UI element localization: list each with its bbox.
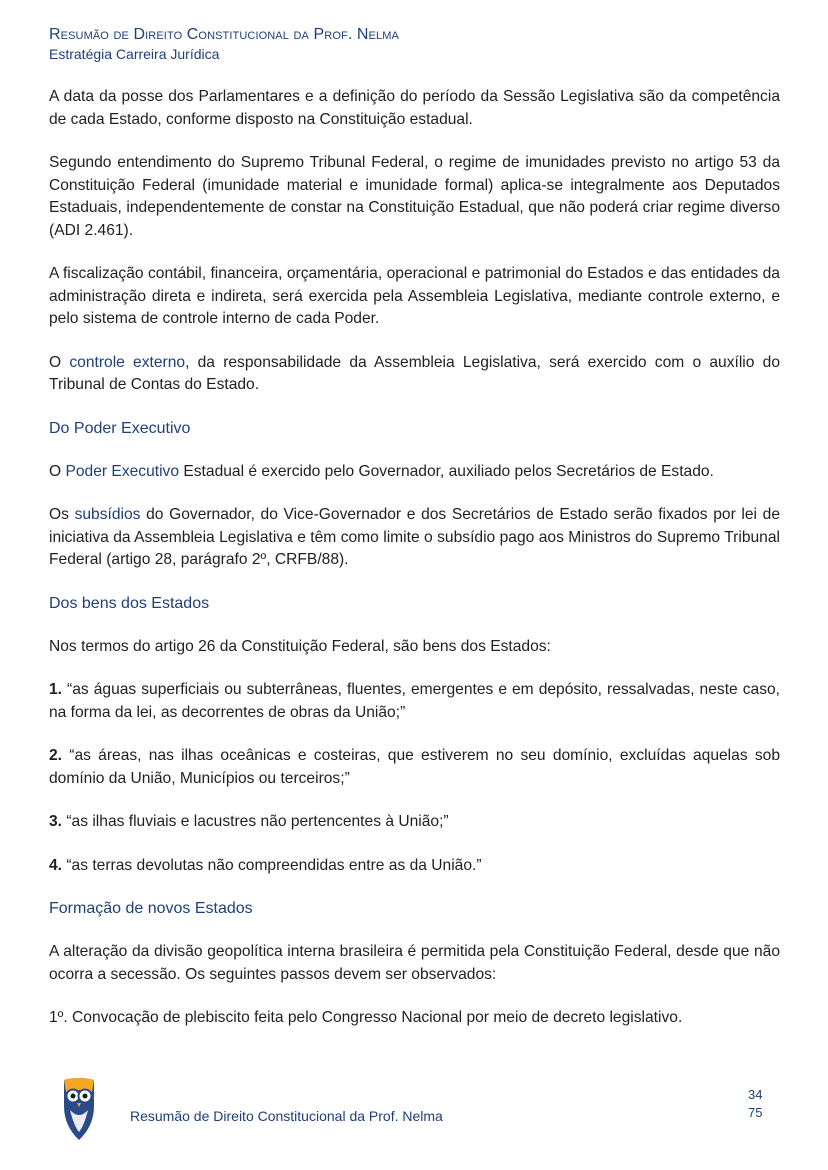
document-body <box>49 86 780 1051</box>
header-subtitle: Estratégia Carreira Jurídica <box>49 46 220 62</box>
text-run: Os <box>49 506 75 523</box>
text-run: , da responsabilidade da Assembleia Legislativa, será exercido com o auxílio do Tribunal de Contas do Estado. <box>49 353 781 393</box>
section-heading: Formação de novos Estados <box>49 900 253 917</box>
list-item <box>49 811 780 834</box>
item-text: “as águas superficiais ou subterrâneas, fluentes, emergentes e em depósito, ressalvadas, neste caso, na forma da lei, as decorrentes de obras da União;” <box>49 681 780 721</box>
page-footer <box>0 1070 828 1150</box>
item-text: “as áreas, nas ilhas oceânicas e costeiras, que estiverem no seu domínio, excluídas aquelas sob domínio da União, Municípios ou terceiros;” <box>49 747 780 787</box>
owl-logo-icon <box>62 1076 96 1142</box>
paragraph: Nos termos do artigo 26 da Constituição Federal, são bens dos Estados: <box>49 637 551 655</box>
paragraph <box>49 461 780 484</box>
highlight-term: Poder Executivo <box>65 462 180 480</box>
total-pages: 75 <box>748 1105 763 1120</box>
list-item <box>49 679 780 724</box>
section-heading: Dos bens dos Estados <box>49 594 210 612</box>
paragraph: Segundo entendimento do Supremo Tribunal Federal, o regime de imunidades previsto no artigo 53 da Constituição Federal (imunidade material e imunidade formal) aplica-se integralmente aos Deputados Estaduais, independentemente de constar na Constituição Estadual, que não poderá criar regime diverso (ADI 2.461). <box>49 154 780 239</box>
text-run: Estadual é exercido pelo Governador, auxiliado pelos Secretários de Estado. <box>179 462 714 480</box>
item-number: 4. <box>49 856 63 874</box>
paragraph <box>49 352 780 397</box>
paragraph: A fiscalização contábil, financeira, orçamentária, operacional e patrimonial do Estados e das entidades da administração direta e indireta, será exercida pela Assembleia Legislativa, mediante controle externo, e pelo sistema de controle interno de cada Poder. <box>49 265 780 327</box>
paragraph: 1º. Convocação de plebiscito feita pelo Congresso Nacional por meio de decreto legislativo. <box>49 1009 683 1026</box>
highlight-term: controle externo <box>69 353 186 371</box>
item-text: “as terras devolutas não compreendidas entre as da União.” <box>62 856 482 874</box>
paragraph: A alteração da divisão geopolítica interna brasileira é permitida pela Constituição Federal, desde que não ocorra a secessão. Os seguintes passos devem ser observados: <box>49 943 780 983</box>
paragraph: A data da posse dos Parlamentares e a definição do período da Sessão Legislativa são da competência de cada Estado, conforme disposto na Constituição estadual. <box>49 88 780 128</box>
paragraph <box>49 504 780 572</box>
page-number <box>748 1086 762 1122</box>
list-item <box>49 855 780 878</box>
item-number: 3. <box>49 813 63 830</box>
item-number: 2. <box>49 747 63 764</box>
item-number: 1. <box>49 681 63 698</box>
page-header <box>49 25 399 63</box>
header-title: Resumão de Direito Constitucional da Prof. Nelma <box>49 26 399 43</box>
item-text: “as ilhas fluviais e lacustres não pertencentes à União;” <box>62 813 449 830</box>
section-heading: Do Poder Executivo <box>49 419 191 437</box>
footer-title: Resumão de Direito Constitucional da Prof. Nelma <box>130 1108 443 1124</box>
list-item <box>49 745 780 790</box>
text-run: O <box>49 353 70 371</box>
text-run: O <box>49 462 66 480</box>
text-run: do Governador, do Vice-Governador e dos Secretários de Estado serão fixados por lei de iniciativa da Assembleia Legislativa e têm como limite o subsídio pago aos Ministros do Supremo Tribunal Federal (artigo 28, parágrafo 2º, CRFB/88). <box>49 506 781 568</box>
highlight-term: subsídios <box>74 506 141 523</box>
current-page: 34 <box>748 1087 763 1102</box>
